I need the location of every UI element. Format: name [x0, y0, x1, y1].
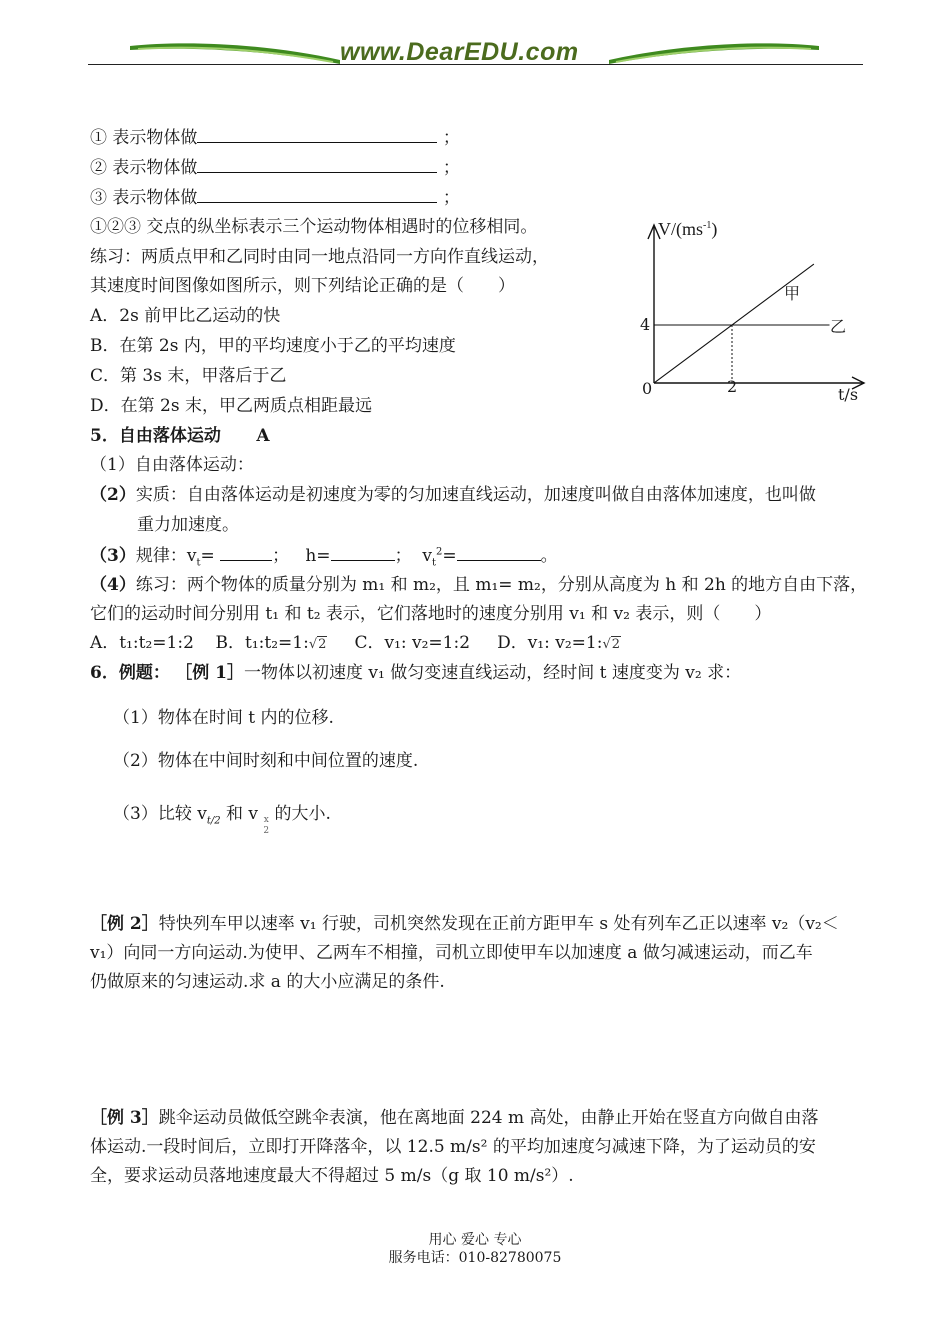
example-2-line-3: 仍做原来的匀速运动.求 a 的大小应满足的条件. — [90, 972, 445, 992]
option-a: A．t₁:t₂=1:2 — [90, 633, 194, 653]
example-2-line-1: ［例 2］特快列车甲以速率 v₁ 行驶，司机突然发现在正前方距甲车 s 处有列车乙正以速率 v₂（v₂＜ — [90, 914, 839, 934]
example-1-q1: （1）物体在时间 t 内的位移. — [113, 708, 334, 728]
exercise-option-b: B．在第 2s 内，甲的平均速度小于乙的平均速度 — [90, 336, 456, 356]
example-3-line-2: 体运动.一段时间后，立即打开降落伞，以 12.5 m/s² 的平均加速度匀减速下降，为了运动员的安 — [90, 1137, 816, 1157]
header-swoosh-left-icon — [128, 40, 343, 66]
header-swoosh-right-icon — [606, 40, 821, 66]
exercise-option-d: D．在第 2s 末，甲乙两质点相距最远 — [90, 396, 372, 416]
vt-graph-svg — [630, 215, 870, 410]
blank-line-3: ③ 表示物体做 ； — [90, 188, 460, 208]
answer-blank-1[interactable] — [197, 126, 437, 143]
option-b: B．t₁:t₂=1:√2 — [215, 633, 327, 653]
x-tick-label: 2 — [727, 377, 738, 396]
intersection-note: ①②③ 交点的纵坐标表示三个运动物体相遇时的位移相同。 — [90, 217, 538, 237]
section-5-item-4: （4）练习：两个物体的质量分别为 m₁ 和 m₂，且 m₁= m₂，分别从高度为 h 和 2h 的地方自由下落， — [90, 575, 868, 595]
example-3-line-1: ［例 3］跳伞运动员做低空跳伞表演，他在离地面 224 m 高处，由静止开始在竖直方向做自由落 — [90, 1108, 819, 1128]
blank-line-1: ① 表示物体做 ； — [90, 128, 460, 148]
example-2-line-2: v₁）向同一方向运动.为使甲、乙两车不相撞，司机立即使甲车以加速度 a 做匀减速运动，而乙车 — [90, 943, 813, 963]
answer-blank-3[interactable] — [197, 186, 437, 203]
exercise-option-a: A．2s 前甲比乙运动的快 — [90, 306, 281, 326]
x-axis-label: t/s — [838, 385, 859, 404]
section-5-item-2-cont: 重力加速度。 — [137, 515, 239, 535]
exercise-option-c: C．第 3s 末，甲落后于乙 — [90, 366, 287, 386]
answer-blank-h[interactable] — [331, 544, 395, 561]
legend-jia: 甲 — [784, 284, 801, 303]
example-3-line-3: 全，要求运动员落地速度最大不得超过 5 m/s（g 取 10 m/s²）. — [90, 1166, 574, 1186]
y-tick-label: 4 — [640, 315, 651, 334]
section-5-item-4-cont: 它们的运动时间分别用 t₁ 和 t₂ 表示，它们落地时的速度分别用 v₁ 和 v₂ 表示，则（ ） — [90, 604, 772, 624]
answer-blank-vt[interactable] — [220, 544, 272, 561]
section-5-item-2: （2）实质：自由落体运动是初速度为零的匀加速直线运动，加速度叫做自由落体加速度，也叫做 — [90, 485, 816, 505]
option-c: C．v₁: v₂=1:2 — [354, 633, 471, 653]
answer-blank-vt2[interactable] — [457, 544, 541, 561]
example-1-q2: （2）物体在中间时刻和中间位置的速度. — [113, 751, 419, 771]
origin-label: 0 — [642, 379, 653, 398]
section-5-item-1: （1）自由落体运动： — [90, 455, 254, 475]
footer-phone: 服务电话：010-82780075 — [388, 1250, 562, 1266]
example-1-q3: （3）比较 $v_{t/2}$ 和 v x 2 的大小. — [113, 804, 331, 836]
exercise-stem-1: 练习：两质点甲和乙同时由同一地点沿同一方向作直线运动， — [90, 247, 549, 267]
y-axis-label: $V/(ms^{-1})$ — [658, 219, 718, 239]
header-rule — [88, 64, 863, 65]
section-5-title: 5．自由落体运动 A — [90, 426, 270, 446]
section-5-item-3: （3）规律：$v_t=$ ； h= ； $v_t^2=$ 。 — [90, 546, 558, 569]
legend-yi: 乙 — [830, 317, 847, 336]
option-d: D．v₁: v₂=1:√2 — [497, 633, 621, 653]
vt-graph — [630, 215, 870, 410]
footer-slogan: 用心 爱心 专心 — [428, 1232, 522, 1248]
section-5-options — [90, 629, 621, 659]
answer-blank-2[interactable] — [197, 156, 437, 173]
exercise-stem-2: 其速度时间图像如图所示，则下列结论正确的是（ ） — [90, 276, 515, 296]
blank-line-2: ② 表示物体做 ； — [90, 158, 460, 178]
section-6-title: 6．例题： ［例 1］一物体以初速度 v₁ 做匀变速直线运动，经时间 t 速度变为 v₂ 求： — [90, 663, 742, 683]
site-logo[interactable]: www.DearEDU.com — [340, 38, 579, 66]
